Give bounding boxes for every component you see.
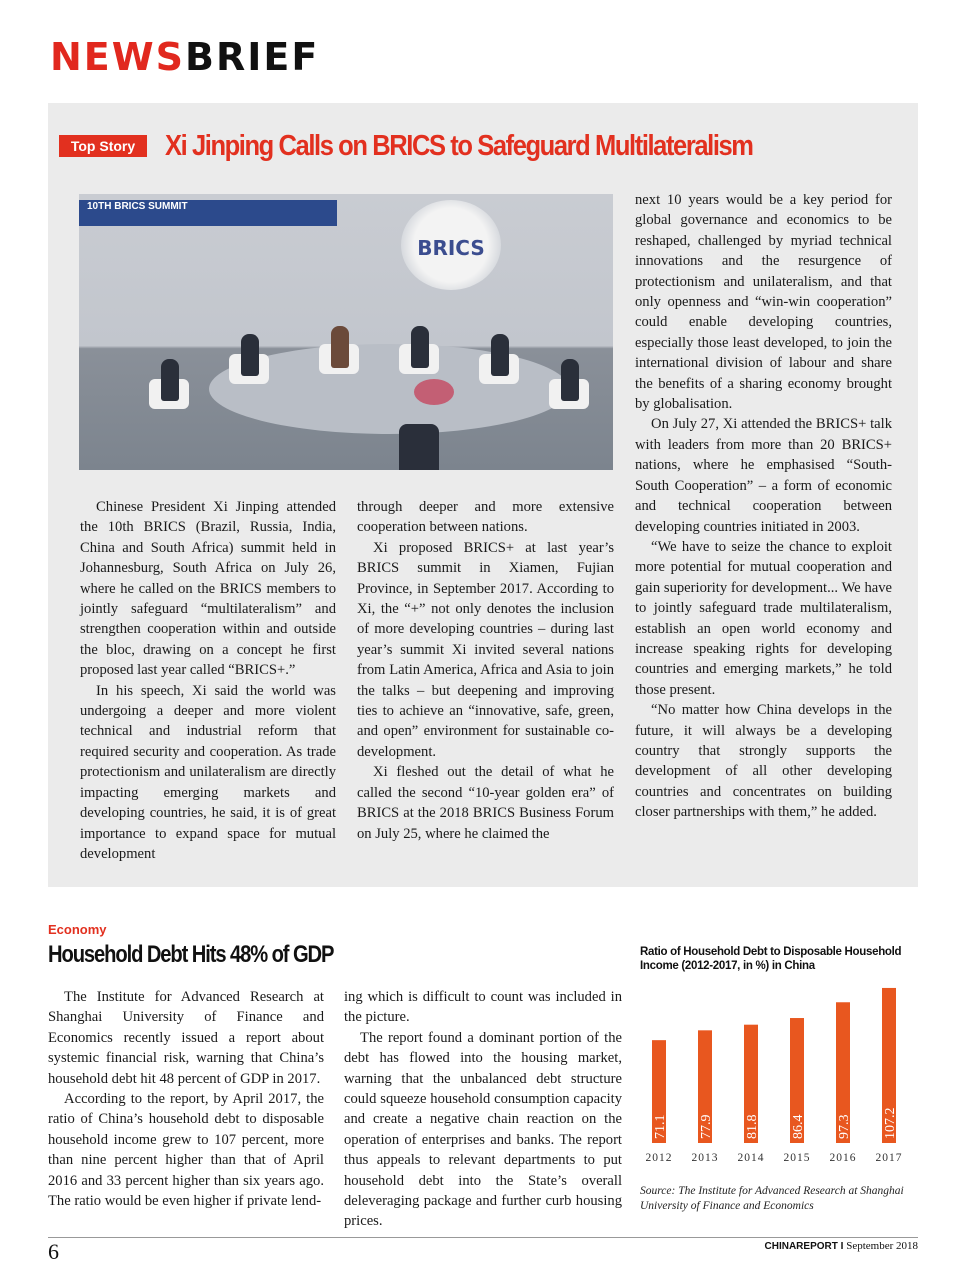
photo-flowers	[414, 379, 454, 405]
paragraph: The report found a dominant portion of the debt has flowed into the housing market, warning that the unbalanced debt structure could squeeze household consumption capacity and create a negative chain reaction on the operation of enterprises and banks. The report thus appeals to relevant departments to put household debt into the State’s overall deleveraging package and further curb housing prices.	[344, 1029, 622, 1230]
value-label-2012: 71.1	[653, 1114, 668, 1139]
summit-photo	[79, 194, 613, 470]
paragraph: On July 27, Xi attended the BRICS+ talk with leaders from more than 20 BRICS+ nations, where he emphasised “South-South Cooperation” – a form of economic and technical cooperation between developing countries initiated in 2003.	[635, 416, 892, 535]
economy-column-2	[344, 987, 622, 1232]
footer-brand	[765, 1240, 918, 1252]
paragraph: Xi proposed BRICS+ at last year’s BRICS summit in Xiamen, Fujian Province, in September 2017. According to Xi, the “+” not only denotes the inclusion of more developing countries – during last year’s summit Xi invited several nations from Latin America, Africa and Asia to join the talks – but deepening and improving ties to achieve an “innovative, safe, green, and open” environment for sustainable co-development.	[357, 539, 614, 760]
paragraph: next 10 years would be a key period for global governance and economics to be reshaped, challenged by myriad technical innovations and the resurgence of protectionism and unilateralism, and that only openness and “win-win cooperation” could enable developing countries, especially those least developed, to join the international division of labour and share the benefits of a sharing economy brought by globalisation.	[635, 192, 892, 413]
paragraph: “No matter how China develops in the future, it will always be a developing country that strongly supports the development of all other developing countries and concentrates on building closer partnerships with them,” he added.	[635, 702, 892, 821]
paragraph: The Institute for Advanced Research at Shanghai University of Finance and Economics recently issued a report about systemic financial risk, warning that China’s household debt hit 48 percent of GDP in 2017.	[48, 989, 324, 1087]
photo-delegate	[399, 424, 439, 470]
paragraph: through deeper and more extensive cooperation between nations.	[357, 499, 614, 536]
photo-summit-banner: 10TH BRICS SUMMIT	[79, 200, 337, 226]
value-label-2014: 81.8	[745, 1114, 760, 1139]
household-debt-chart	[636, 975, 916, 1175]
section-label: Economy	[48, 922, 107, 937]
chart-title: Ratio of Household Debt to Disposable Household Income (2012-2017, in %) in China	[640, 946, 902, 972]
page-number: 6	[48, 1239, 59, 1264]
paragraph: “We have to seize the chance to exploit more potential for mutual cooperation and gain superiority for development... We have to jointly safeguard trade multilateralism, establish an open world economy and increase speaking rights for developing countries and emerging markets,” he told those present.	[635, 538, 892, 698]
masthead-brief: BRIEF	[185, 35, 320, 79]
footer-date: September 2018	[846, 1240, 918, 1252]
economy-title: Household Debt Hits 48% of GDP	[48, 941, 334, 968]
masthead-news: NEWS	[50, 35, 186, 79]
tick-label-2014: 2014	[737, 1152, 765, 1164]
paragraph: According to the report, by April 2017, the ratio of China’s household debt to disposable household income grew to 107 percent, more than nine percent higher than that of April 2016 and 33 percent higher than six years ago. The ratio would be even higher if private lend-	[48, 1091, 324, 1210]
footer-separator: I	[840, 1241, 844, 1252]
value-label-2016: 97.3	[837, 1114, 852, 1139]
paragraph: In his speech, Xi said the world was undergoing a deeper and more violent technical and industrial reform that required security and cooperation. As trade protectionism and unilateralism are directly impacting emerging markets and developing countries, he said, it is of great importance to expand space for mutual development	[80, 682, 336, 862]
value-label-2013: 77.9	[699, 1114, 714, 1139]
footer-rule	[48, 1237, 918, 1238]
top-story-column-3	[635, 190, 892, 823]
top-story-badge: Top Story	[59, 135, 147, 157]
footer-brand-name: CHINAREPORT	[764, 1241, 838, 1252]
photo-delegate	[491, 334, 509, 376]
photo-delegate	[331, 326, 349, 368]
value-label-2017: 107.2	[883, 1107, 898, 1139]
top-story-column-1	[80, 497, 336, 864]
tick-label-2013: 2013	[691, 1152, 719, 1164]
tick-label-2016: 2016	[829, 1152, 857, 1164]
photo-delegate	[411, 326, 429, 368]
tick-label-2017: 2017	[875, 1152, 903, 1164]
photo-brics-logo: BRICS	[417, 236, 485, 260]
tick-label-2015: 2015	[783, 1152, 811, 1164]
photo-delegate	[561, 359, 579, 401]
paragraph: Chinese President Xi Jinping attended the 10th BRICS (Brazil, Russia, India, China and South Africa) summit held in Johannesburg, South Africa on July 26, where he called on the BRICS members to jointly safeguard “multilateralism” and strengthen cooperation within and outside the bloc, drawing on a concept he first proposed last year called “BRICS+.”	[80, 499, 336, 679]
paragraph: ing which is difficult to count was included in the picture.	[344, 989, 622, 1026]
paragraph: Xi fleshed out the detail of what he called the second “10-year golden era” of BRICS at the 2018 BRICS Business Forum on July 25, where he claimed the	[357, 764, 614, 842]
photo-delegate	[241, 334, 259, 376]
tick-label-2012: 2012	[645, 1152, 673, 1164]
chart-source: Source: The Institute for Advanced Research at Shanghai University of Finance and Economics	[640, 1185, 904, 1212]
economy-column-1	[48, 987, 324, 1211]
masthead	[50, 35, 320, 79]
top-story-title: Xi Jinping Calls on BRICS to Safeguard Multilateralism	[165, 130, 753, 162]
top-story-column-2	[357, 497, 614, 844]
photo-delegate	[161, 359, 179, 401]
value-label-2015: 86.4	[791, 1114, 806, 1139]
